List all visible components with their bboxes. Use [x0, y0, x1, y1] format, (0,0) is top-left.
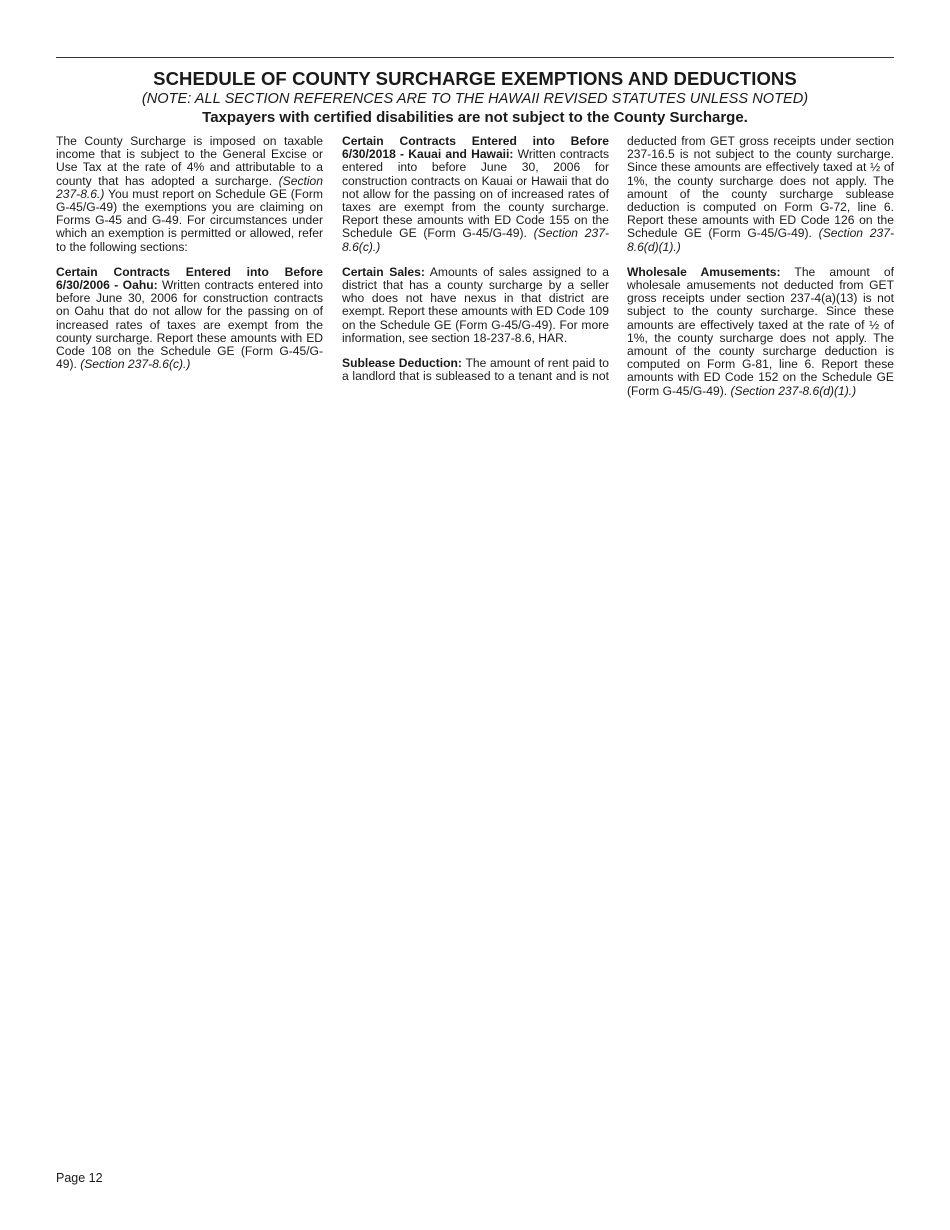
certain-sales-heading: Certain Sales:	[342, 264, 425, 279]
certain-sales-body: Amounts of sales assigned to a district that has a county surcharge by a seller who does not have nexus in that district are exempt. Report these amounts with ED Code 109 on the Schedule GE (Form G-45/G-49). For more information, see section 18-237-8.6, HAR.	[342, 264, 609, 345]
column-1	[56, 135, 323, 383]
section-reference-note: (NOTE: ALL SECTION REFERENCES ARE TO THE HAWAII REVISED STATUTES UNLESS NOTED)	[141, 91, 809, 107]
intro-text: The County Surcharge is imposed on taxable income that is subject to the General Excise or Use Tax at the rate of 4% and attributable to a county that has adopted a surcharge.	[56, 134, 323, 188]
top-divider	[56, 57, 894, 58]
oahu-contracts-body: Written contracts entered into before June 30, 2006 for construction contracts on Oahu that do not allow for the passing on of increased rates of taxes are exempt from the county surcharge. Report these amounts with ED Code 108 on the Schedule GE (Form G-45/G-49).	[56, 278, 324, 372]
column-3	[627, 135, 894, 410]
kauai-hawaii-contracts-body: Written contracts entered into before June 30, 2006 for construction contracts on Kauai or Hawaii that do not allow for the passing on of increased rates of taxes are exempt from the county surcharge. Report these amounts with ED Code 155 on the Schedule GE (Form G-45/G-49).	[342, 147, 609, 241]
kauai-hawaii-contracts-citation: (Section 237-8.6(c).)	[342, 226, 609, 254]
certain-sales-paragraph	[342, 266, 609, 345]
sublease-heading: Sublease Deduction:	[342, 356, 462, 371]
intro-text-continued: You must report on Schedule GE (Form G-45/G-49) the exemptions you are claiming on Forms G-45 and G-49. For circumstances under which an exemption is permitted or allowed, refer to the following sections:	[56, 186, 323, 254]
kauai-hawaii-contracts-heading: Certain Contracts Entered into Before 6/30/2018 - Kauai and Hawaii:	[342, 134, 609, 162]
column-2	[342, 135, 609, 395]
intro-citation: (Section 237-8.6.)	[56, 173, 323, 201]
sublease-body-continued: deducted from GET gross receipts under section 237-16.5 is not subject to the county surcharge. Since these amounts are effectively taxed at ½ of 1%, the county surcharge does not apply. The amount of the county surcharge sublease deduction is computed on Form G-72, line 6. Report these amounts with ED Code 126 on the Schedule GE (Form G-45/G-49).	[627, 134, 894, 241]
kauai-hawaii-contracts-paragraph	[342, 135, 609, 254]
sublease-body: The amount of rent paid to a landlord that is subleased to a tenant and is not	[342, 356, 609, 384]
page-title: SCHEDULE OF COUNTY SURCHARGE EXEMPTIONS AND DEDUCTIONS	[153, 68, 797, 89]
oahu-contracts-citation: (Section 237-8.6(c).)	[80, 357, 191, 372]
intro-paragraph	[56, 135, 323, 254]
oahu-contracts-paragraph	[56, 266, 323, 372]
wholesale-amusements-body: The amount of wholesale amusements not deducted from GET gross receipts under section 237-4(a)(13) is not subject to the county surcharge. Since these amounts are effectively taxed at the rate of ½ of 1%, the county surcharge does not apply. The amount of the county surcharge deduction is computed on Form G-81, line 6. Report these amounts with ED Code 152 on the Schedule GE (Form G-45/G-49).	[627, 264, 895, 398]
wholesale-amusements-citation: (Section 237-8.6(d)(1).)	[730, 383, 857, 398]
sublease-paragraph-start	[342, 357, 609, 383]
sublease-citation-continued: (Section 237-8.6(d)(1).)	[627, 226, 894, 254]
wholesale-amusements-heading: Wholesale Amusements:	[627, 264, 781, 279]
oahu-contracts-heading: Certain Contracts Entered into Before 6/30/2006 - Oahu:	[56, 264, 323, 293]
wholesale-amusements-paragraph	[627, 266, 894, 398]
sublease-paragraph-continued	[627, 135, 894, 254]
page-number: Page 12	[56, 1171, 103, 1185]
disability-notice: Taxpayers with certified disabilities are not subject to the County Surcharge.	[202, 109, 748, 126]
